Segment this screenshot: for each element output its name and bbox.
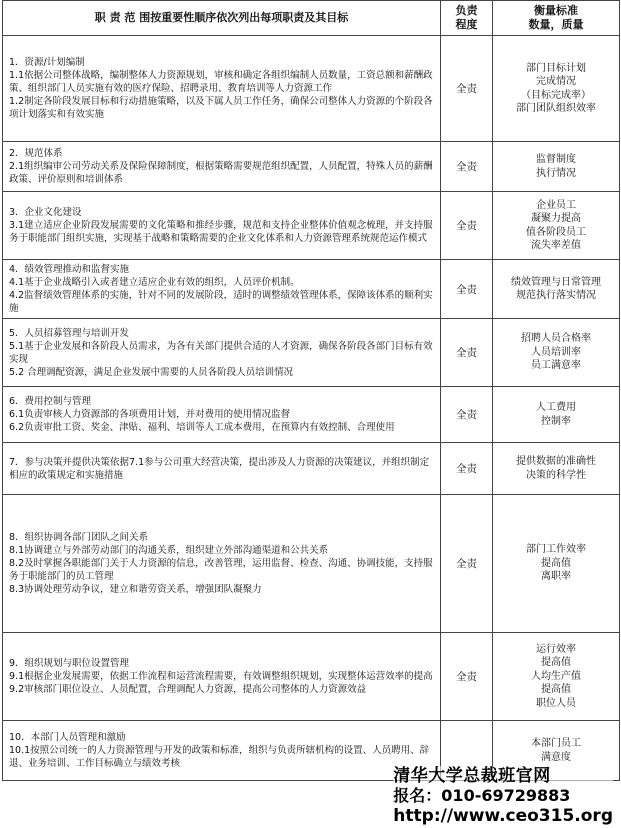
responsibility-item: 8.3协调处理劳动争议，建立和谐劳资关系，增强团队凝聚力 [9, 584, 262, 595]
responsibility-cell [3, 36, 441, 142]
metric-item: 企业员工 [536, 199, 576, 211]
metric-item: 完成情况 [536, 76, 576, 87]
responsibility-item: 9.1根据企业发展需要，依据工作流程和运营流程需要，有效调整组织规划，实现整体运营效率的提高 [9, 671, 433, 682]
metric-item: 本部门员工 [531, 738, 581, 749]
metric-item: 凝聚力提高 [531, 213, 581, 224]
responsibility-item: 5.1基于企业发展和各阶段人员需求，为各有关部门提供合适的人才资源，确保各阶段各部门目标有效实现 [9, 340, 433, 365]
responsibility-item: 8.2及时掌握各职能部门关于人力资源的信息，改善管理，运用监督、检查、沟通、协调技能，支持服务于职能部门的员工管理 [9, 558, 433, 582]
metrics-cell [493, 192, 620, 260]
watermark-title: 清华大学总裁班官网 [393, 766, 613, 786]
metric-item: 执行情况 [536, 167, 576, 179]
table-row [3, 36, 620, 142]
section-title: 2．规范体系 [9, 148, 63, 159]
header-metrics [493, 1, 620, 36]
metric-item: 提高值 [541, 557, 571, 569]
metric-item: 招聘人员合格率 [521, 333, 591, 345]
table-row [3, 142, 620, 192]
metrics-cell [493, 443, 620, 495]
responsibility-item: 4.1基于企业战略引入或者建立适应企业有效的组织，人员评价机制。 [9, 277, 300, 288]
metrics-cell [493, 495, 620, 633]
responsibility-cell [3, 633, 441, 721]
metric-item: 部门团队组织效率 [516, 103, 596, 114]
table-row [3, 387, 620, 443]
header-row [3, 1, 620, 36]
responsibility-level-cell: 全责 [441, 319, 493, 387]
responsibility-cell [3, 495, 441, 633]
metric-item: 职位人员 [536, 697, 576, 709]
metrics-cell [493, 36, 620, 142]
header-metrics-line2: 数量，质量 [528, 18, 584, 31]
section-title: 10．本部门人员管理和激励 [9, 732, 126, 743]
section-title: 8．组织协调各部门团队之间关系 [9, 532, 149, 543]
responsibility-cell [3, 192, 441, 260]
metric-item: 离职率 [541, 571, 571, 583]
responsibility-level-cell: 全责 [441, 142, 493, 192]
metrics-cell [493, 260, 620, 319]
responsibility-cell [3, 387, 441, 443]
metrics-cell [493, 633, 620, 721]
responsibility-item: 4.2监督绩效管理体系的实施，针对不同的发展阶段，适时的调整绩效管理体系，保障该体系的顺利实施 [9, 290, 433, 314]
metric-item: 提高值 [541, 684, 571, 696]
metric-item: 绩效管理与日常管理 [511, 276, 601, 288]
table-row [3, 443, 620, 495]
responsibility-item: 10.1按照公司统一的人力资源管理与开发的政策和标准，组织与负责所辖机构的设置、人员聘用、辞退、业务培训、工作目标确立与绩效考核 [9, 745, 430, 769]
responsibility-item: 8.1协调建立与外部劳动部门的沟通关系，组织建立外部沟通渠道和公共关系 [9, 545, 329, 556]
responsibility-item: 1.2制定各阶段发展目标和行动措施策略，以及下属人员工作任务，确保公司整体人力资源的个阶段各项计划落实和有效实施 [9, 96, 433, 120]
table-row [3, 319, 620, 387]
metrics-cell [493, 387, 620, 443]
metric-item: 监督制度 [536, 154, 576, 165]
header-level-line2: 程度 [455, 18, 478, 31]
metric-item: 人工费用 [536, 402, 576, 413]
table-row [3, 260, 620, 319]
header-metrics-line1: 衡量标准 [534, 4, 578, 17]
metric-item: 员工满意率 [531, 360, 581, 372]
responsibility-level-cell: 全责 [441, 260, 493, 319]
header-responsibilities: 职 责 范 围按重要性顺序依次列出每项职责及其目标 [3, 1, 441, 36]
metric-item: 部门目标计划 [526, 62, 586, 74]
table-row [3, 633, 620, 721]
metric-item: 规范执行落实情况 [516, 290, 596, 301]
responsibility-level-cell: 全责 [441, 192, 493, 260]
metric-item: 控制率 [541, 415, 571, 427]
responsibility-level-cell: 全责 [441, 36, 493, 142]
watermark [393, 766, 613, 826]
header-level-line1: 负责 [455, 4, 478, 17]
responsibility-level-cell: 全责 [441, 495, 493, 633]
header-responsibility-level [441, 1, 493, 36]
section-title: 6．费用控制与管理 [9, 396, 92, 407]
responsibility-item: 2.1组织编审公司劳动关系及保险保障制度，根据策略需要规范组织配置，人员配置，特殊人员的薪酬政策、评价原则和培训体系 [9, 161, 433, 185]
responsibility-item: 6.2负责审批工资、奖金、津贴、福利、培训等人工成本费用，在预算内有效控制、合理使用 [9, 422, 395, 433]
section-title: 4．绩效管理推动和监督实施 [9, 264, 130, 275]
responsibility-level-cell: 全责 [441, 387, 493, 443]
metric-item: 决策的科学性 [526, 469, 586, 481]
metric-item: 提高值 [541, 657, 571, 669]
metrics-cell [493, 319, 620, 387]
responsibility-cell [3, 319, 441, 387]
metric-item: 部门工作效率 [526, 544, 586, 556]
responsibility-item: 5.2 合理调配资源，满足企业发展中需要的人员各阶段人员培训情况 [9, 366, 294, 378]
responsibility-item: 1.1依据公司整体战略，编制整体人力资源规划，审核和确定各组织编制人员数量，工资总额和薪酬政策、组织部门人员实施有效的医疗保险、招聘录用、教育培训等人力资源工作 [9, 70, 433, 94]
responsibility-item: 3.1建立适应企业阶段发展需要的文化策略和推经步骤，规范和支持企业整体价值观念梳理，并支持服务于职能部门组织实施，实现基于战略和策略需要的企业文化体系和人力资源管理系统规范运作模式 [9, 220, 433, 244]
watermark-url: http://www.ceo315.org [393, 806, 613, 826]
responsibility-item: 6.1负责审核人力资源部的各项费用计划，并对费用的使用情况监督 [9, 409, 291, 420]
responsibility-cell [3, 443, 441, 495]
responsibility-item: 9.2审核部门职位设立、人员配置，合理调配人力资源，提高公司整体的人力资源效益 [9, 684, 367, 695]
metrics-cell [493, 142, 620, 192]
metric-item: 流失率差值 [531, 240, 581, 251]
table-row [3, 192, 620, 260]
responsibility-cell [3, 142, 441, 192]
metric-item: （目标完成率） [521, 89, 591, 101]
section-title: 3．企业文化建设 [9, 207, 82, 218]
metric-item: 满意度 [541, 751, 571, 763]
metric-item: 人员培训率 [531, 346, 581, 358]
section-title: 9．组织规划与职位设置管理 [9, 658, 130, 669]
section-title: 7．参与决策并提供决策依据7.1参与公司重大经营决策，提出涉及人力资源的决策建议，并组织制定相应的政策规定和实施措施 [9, 456, 430, 481]
section-title: 5．人员招募管理与培训开发 [9, 327, 130, 339]
watermark-phone: 报名：010-69729883 [393, 786, 613, 806]
responsibility-cell [3, 721, 441, 781]
table-row [3, 495, 620, 633]
metric-item: 人均生产值 [531, 670, 581, 682]
metric-item: 值各阶段员工 [526, 226, 586, 238]
section-title: 1．资源/计划编制 [9, 57, 85, 68]
responsibility-cell [3, 260, 441, 319]
responsibility-level-cell: 全责 [441, 633, 493, 721]
metric-item: 运行效率 [536, 643, 576, 655]
responsibility-table [2, 0, 620, 781]
metric-item: 提供数据的准确性 [516, 456, 596, 467]
responsibility-level-cell: 全责 [441, 443, 493, 495]
